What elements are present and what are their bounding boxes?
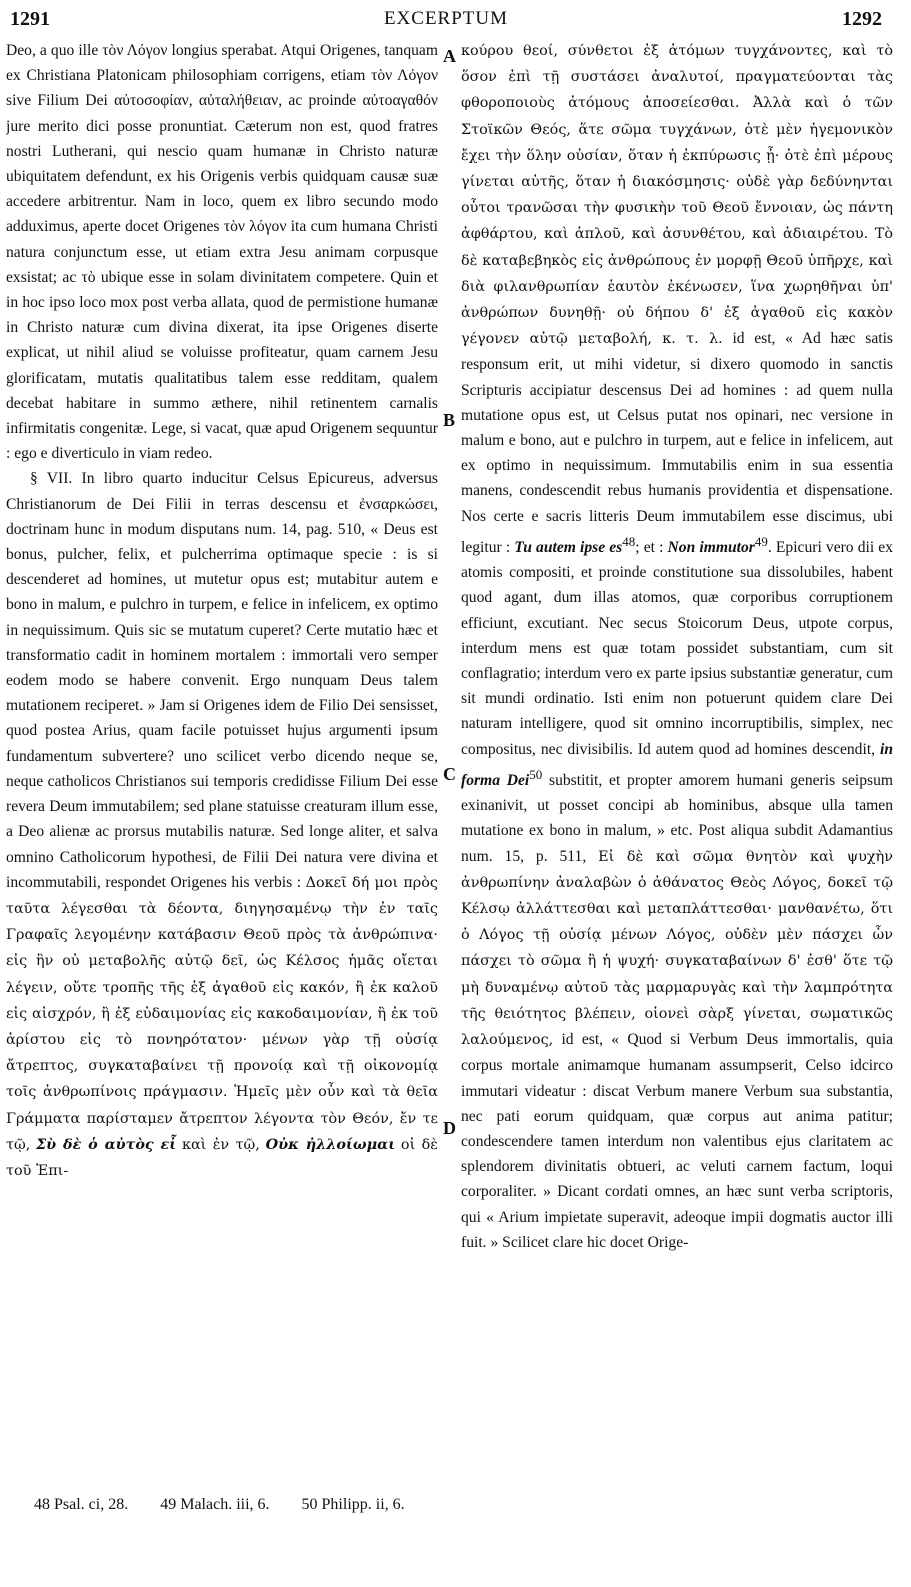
page-number-right: 1292 xyxy=(842,8,882,30)
page-header xyxy=(10,8,882,38)
left-paragraph-2-latin: § VII. In libro quarto inducitur Celsus Epicureus, adversus Christianorum de Dei Filii in terras descensu et ἐνσαρκώσει, doctrinam hunc in modum disputans num. 14, pag. 510, « Deus est bonus, pulcher, felix, et pulcherrima optimaque specie : is si descenderet ad homines, ut mutetur opus est; mutabitur autem e bono in malum, e pulchro in turpem, e felice in infelicem, ex optimo in nequissimum. Quis sic se mutatum cuperet? Certe mutatio hæc et transformatio cadit in hominem mortalem : immortali vero semper eodem modo se habere convenit. Ergo nunquam Deus talem mutationem reciperet. » Jam si Origenes idem de Filio Dei sensisset, quod postea Arius, quam facile potuisset hujus argumenti ipsum fundamentum subvertere? uno scilicet verbo dicendo neque se, neque catholicos Christianos sui temporis credidisse Filium Dei esse revera Deum immutabilem; sed plane statuisse creaturam illum esse, a Deo alienæ ac prorsus mutabilis naturæ. Sed longe aliter, et salva omnino Catholicorum hypothesi, de Filii Dei natura vere divina et incommutabili, respondet Origenes his verbis : xyxy=(6,470,438,891)
left-greek-italic-1: Σὺ δὲ ὁ αὐτὸς εἶ xyxy=(36,1135,177,1153)
footnote-49: 49 Malach. iii, 6. xyxy=(160,1496,270,1513)
left-paragraph-1: Deo, a quo ille τὸν Λόγον longius sperabat. Atqui Origenes, tanquam ex Christiana Platonicam philosophiam corrigens, etiam τὸν Λόγον sive Filium Dei αὐτοσοφίαν, αὐταλήθειαν, ac proinde αὐτοαγαθόν jure merito dici posse pronuntiat. Cæterum non est, quod fratres nostri Lutherani, qui nescio quam humanæ in Christo naturæ ubiquitatem defendunt, ex his Origenis verbis quidquam causæ suæ accedere arbitrentur. Nam in loco, quem ex libro secundo modo adduximus, aperte docet Origenes τὸν λόγον ita cum humana Christi natura conjunctum esse, ut etiam extra Jesu animam corpusque exsistat; ac τὸ ubique esse in solam divinitatem competere. Quin et in hoc ipso loco mox post verba allata, quod de permistione humanæ in Christo naturæ cum divina dixerat, ita ipse Origenes diserte explicat, ut nihil aliud se voluisse profiteatur, quam carnem Jesu glorificatam, mutatis qualitatibus talem esse redditam, qualem decebat habitare in summo æthere, nihil retinentem carnalis infirmitatis congenitæ. Lege, si vacat, quæ apud Origenem sequuntur : ego e diverticulo in viam redeo. xyxy=(6,42,438,463)
right-latin-4: id est, « Quod si Verbum Deus immortalis, quia corpus mortale animamque humanam assumpserit, Celso idcirco immutari videatur : discat Verbum manere Verbum sua substantia, nec pati eorum quidquam, quæ corpus aut anima patitur; condescendere tamen interdum non valentibus ejus claritatem ac splendorem divinitatis obtueri, ac veluti carnem factum, loqui corporaliter. » Dicant cordati omnes, an hæc sunt verba scriptoris, qui « Arium impietate superavit, adeoque impii dogmatis auctor illi fuit. » Scilicet clare hic docet Orige- xyxy=(461,1031,893,1251)
right-latin-mid: ; et : xyxy=(635,539,664,557)
margin-marker-d: D xyxy=(443,1118,456,1138)
margin-marker-c: C xyxy=(443,764,456,784)
left-greek-italic-2: Οὐκ ἠλλοίωμαι xyxy=(265,1135,396,1153)
right-italic-1: Tu autem ipse es xyxy=(514,539,623,557)
left-greek-mid: καὶ ἐν τῷ, xyxy=(181,1136,260,1153)
footnote-ref-49: 49 xyxy=(754,533,768,549)
right-italic-2: Non immutor xyxy=(667,539,755,557)
right-latin-2: . Epicuri vero dii ex atomis compositi, et proinde constitutione sua dissolubiles, habent quod agant, dum illas atomos, quæ corporibus corruptionem efficiunt, excutiant. Nec secus Stoicorum Deus, utpote corpus, interdum mens est quæ totam possidet substantiam, cum sit conflagratio; interdum vero ex parte ipsius substantiæ generatur, cum sit mundi ordinatio. Isti enim non potuerunt quidem clare Dei naturam intelligere, quod sit omnino incorruptibilis, simplex, nec compositus, nec divisibilis. Id autem quod ad homines descendit, xyxy=(461,539,893,758)
footnote-48: 48 Psal. ci, 28. xyxy=(34,1496,129,1513)
right-italic-3: in forma Dei xyxy=(461,740,893,790)
right-latin-3: substitit, et propter amorem humani generis seipsum exinanivit, ut posset concipi ab hominibus, absque ulla tamen mutatione ex bono in malum, » etc. Post aliqua subdit Adamantius num. 15, p. 511, xyxy=(461,772,893,865)
left-greek-quote: Δοκεῖ δή μοι πρὸς ταῦτα λέγεσθαι τὰ δέοντα, διηγησαμένῳ τὴν ἐν ταῖς Γραφαῖς λεγομένην κατάβασιν Θεοῦ πρὸς τὰ ἀνθρώπινα· εἰς ἣν οὐ μεταβολῆς αὐτῷ δεῖ, ὡς Κέλσος ἡμᾶς οἴεται λέγειν, οὔτε τροπῆς τῆς ἐξ ἀγαθοῦ εἰς κακόν, ἢ ἐκ καλοῦ εἰς αἰσχρόν, ἢ ἐξ εὐδαιμονίας εἰς κακοδαιμονίαν, ἢ ἐκ τοῦ ἀρίστου εἰς τὸ πονηρότατον· μένων γὰρ τῇ οὐσίᾳ ἄτρεπτος, συγκαταβαίνει τῇ προνοίᾳ καὶ τῇ οἰκονομίᾳ τοῖς ἀνθρωπίνοις πράγμασιν. Ἡμεῖς μὲν οὖν καὶ τὰ θεῖα Γράμματα παρίσταμεν ἄτρεπτον λέγοντα τὸν Θεόν, ἔν τε τῷ, xyxy=(6,874,438,1153)
running-title: EXCERPTUM xyxy=(383,8,509,29)
right-paragraph xyxy=(461,38,893,1255)
margin-marker-b: B xyxy=(443,410,456,430)
footnote-ref-50: 50 xyxy=(529,766,543,782)
right-column xyxy=(461,38,893,1478)
footnote-ref-48: 48 xyxy=(622,533,636,549)
right-greek-1: κούρου θεοί, σύνθετοι ἐξ ἀτόμων τυγχάνοντες, καὶ τὸ ὅσον ἐπὶ τῇ συστάσει ἀναλυτοί, πραγματεύονται τὰς φθοροποιοὺς ἀτόμους ἀποσείεσθαι. Ἀλλὰ καὶ ὁ τῶν Στοϊκῶν Θεός, ἅτε σῶμα τυγχάνων, ὁτὲ μὲν ἡγεμονικὸν ἔχει τὴν ὅλην οὐσίαν, ὅταν ἡ ἐκπύρωσις ᾖ· ὁτὲ ἐπὶ μέρους γίνεται αὐτῆς, ὅταν ἡ διακόσμησις· οὐδὲ γὰρ δεδύνηνται οὗτοι τρανῶσαι τὴν φυσικὴν τοῦ Θεοῦ ἔννοιαν, ὡς πάντη ἀφθάρτου, καὶ ἁπλοῦ, καὶ ἀσυνθέτου, καὶ ἀδιαιρέτου. Τὸ δὲ καταβεβηκὸς εἰς ἀνθρώπους ἐν μορφῇ Θεοῦ ὑπῆρχε, καὶ διὰ φιλανθρωπίαν ἑαυτὸν ἐκένωσεν, ἵνα χωρηθῆναι ὑπ' ἀνθρώπων δυνηθῇ· οὐ δήπου δ' ἐξ ἀγαθοῦ εἰς κακὸν γέγονεν αὐτῷ μεταβολή, κ. τ. λ. xyxy=(461,43,893,348)
footnote-50: 50 Philipp. ii, 6. xyxy=(301,1496,405,1513)
page-number-left: 1291 xyxy=(10,8,50,30)
footnotes xyxy=(34,1496,894,1514)
right-greek-2: Εἰ δὲ καὶ σῶμα θνητὸν καὶ ψυχὴν ἀνθρωπίνην ἀναλαβὼν ὁ ἀθάνατος Θεὸς Λόγος, δοκεῖ τῷ Κέλσῳ ἀλλάττεσθαι καὶ μεταπλάττεσθαι· μανθανέτω, ὅτι ὁ Λόγος τῇ οὐσίᾳ μένων Λόγος, οὐδὲν μὲν πάσχει ὧν πάσχει τὸ σῶμα ἢ ἡ ψυχή· συγκαταβαίνων δ' ἐσθ' ὅτε τῷ μὴ δυναμένῳ αὐτοῦ τὰς μαρμαρυγὰς καὶ τὴν λαμπρότητα τῆς θειότητος βλέπειν, οἱονεὶ σὰρξ γίνεται, σωματικῶς λαλούμενος, xyxy=(461,848,893,1049)
left-column xyxy=(6,38,438,1478)
margin-marker-a: A xyxy=(443,46,456,66)
left-paragraph-2 xyxy=(6,466,438,1184)
right-latin-1: id est, « Ad hæc satis responsum erit, ut mihi videtur, si dixero quomodo in sanctis Scripturis accipiatur descensus Dei ad homines : ad quem nulla mutatione opus est, ut Celsus putat nos opinari, nec versione in malum e bono, aut e pulchro in turpem, aut e felice in infelicem, aut ex optimo in nequissimum. Immutabilis enim in sua essentia manens, condescendit rebus humanis providentia et dispensatione. Nos certe e sacris litteris Deum immutabilem esse discimus, ubi legitur : xyxy=(461,330,893,557)
left-greek-end: οἱ δὲ τοῦ Ἐπι- xyxy=(6,1136,438,1179)
